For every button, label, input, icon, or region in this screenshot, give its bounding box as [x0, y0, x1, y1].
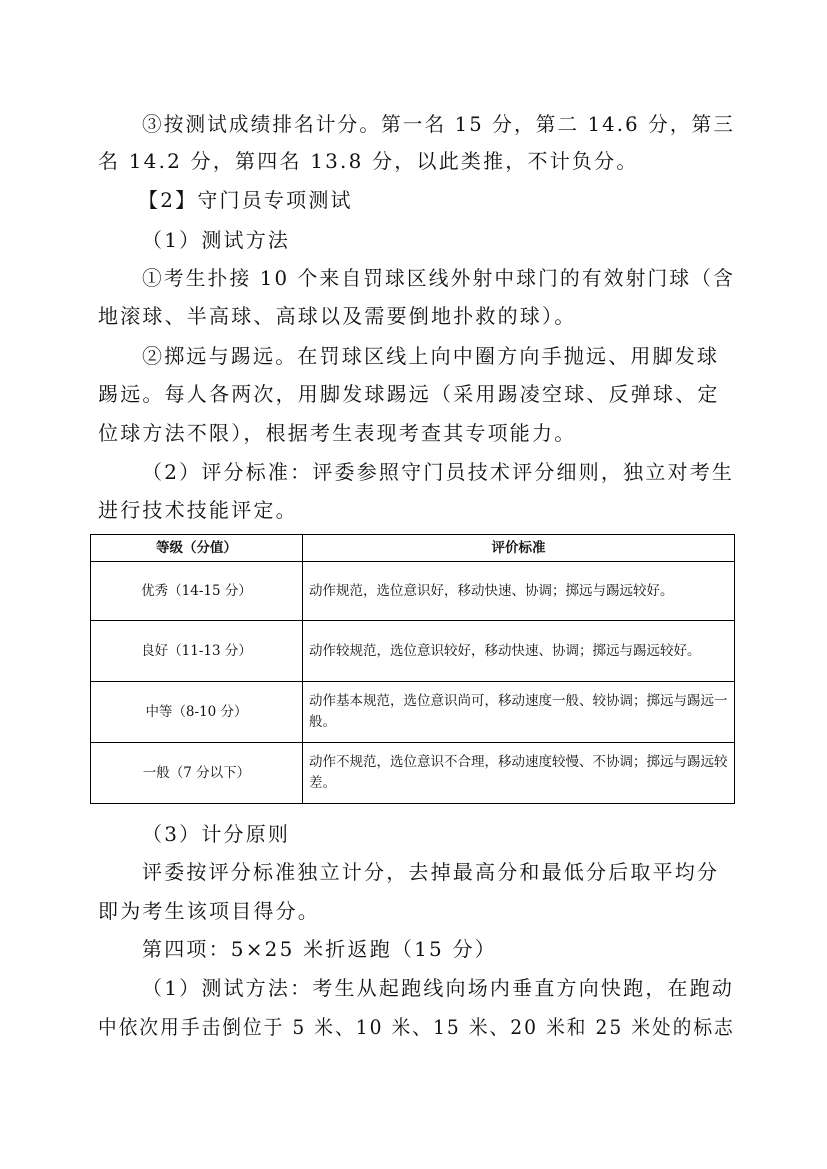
paragraph-line: 中依次用手击倒位于 5 米、10 米、15 米、20 米和 25 米处的标志 [98, 1015, 735, 1039]
table-row [91, 682, 735, 743]
paragraph-line: 评委按评分标准独立计分，去掉最高分和最低分后取平均分 [142, 860, 720, 884]
paragraph-line: ③按测试成绩排名计分。第一名 15 分，第二 14.6 分，第三 [142, 112, 736, 136]
paragraph-line: 位球方法不限），根据考生表现考查其专项能力。 [98, 421, 577, 445]
grading-table [90, 534, 735, 804]
paragraph-line: 进行技术技能评定。 [98, 498, 298, 522]
subsection-heading: （3）计分原则 [142, 822, 291, 846]
table-row [91, 621, 735, 682]
level-cell: 一般（7 分以下） [91, 743, 303, 804]
paragraph-line: 地滚球、半高球、高球以及需要倒地扑救的球）。 [98, 304, 577, 328]
level-cell: 优秀（14-15 分） [91, 562, 303, 621]
paragraph-line: 即为考生该项目得分。 [98, 899, 320, 923]
paragraph-line: 名 14.2 分，第四名 13.8 分，以此类推，不计负分。 [98, 149, 639, 173]
criteria-cell: 动作不规范，选位意识不合理，移动速度较慢、不协调；掷远与踢远较差。 [303, 743, 735, 804]
table-row [91, 562, 735, 621]
table-row [91, 743, 735, 804]
header-level: 等级（分值） [91, 535, 303, 562]
criteria-cell: 动作规范，选位意识好，移动快速、协调；掷远与踢远较好。 [303, 562, 735, 621]
paragraph-line: 踢远。每人各两次，用脚发球踢远（采用踢凌空球、反弹球、定 [98, 382, 720, 406]
level-cell: 良好（11-13 分） [91, 621, 303, 682]
table-header-row [91, 535, 735, 562]
paragraph-line: （1）测试方法：考生从起跑线向场内垂直方向快跑，在跑动 [142, 976, 735, 1000]
paragraph-line: ②掷远与踢远。在罚球区线上向中圈方向手抛远、用脚发球 [142, 344, 720, 368]
level-cell: 中等（8-10 分） [91, 682, 303, 743]
criteria-cell: 动作较规范，选位意识较好，移动快速、协调；掷远与踢远较好。 [303, 621, 735, 682]
criteria-cell: 动作基本规范，选位意识尚可，移动速度一般、较协调；掷远与踢远一般。 [303, 682, 735, 743]
section-heading: 第四项：5×25 米折返跑（15 分） [142, 937, 497, 961]
paragraph-line: ①考生扑接 10 个来自罚球区线外射中球门的有效射门球（含 [142, 266, 735, 290]
subsection-heading: （1）测试方法 [142, 228, 291, 252]
section-heading: 【2】守门员专项测试 [138, 188, 353, 212]
paragraph-line: （2）评分标准：评委参照守门员技术评分细则，独立对考生 [142, 460, 735, 484]
header-criteria: 评价标准 [303, 535, 735, 562]
